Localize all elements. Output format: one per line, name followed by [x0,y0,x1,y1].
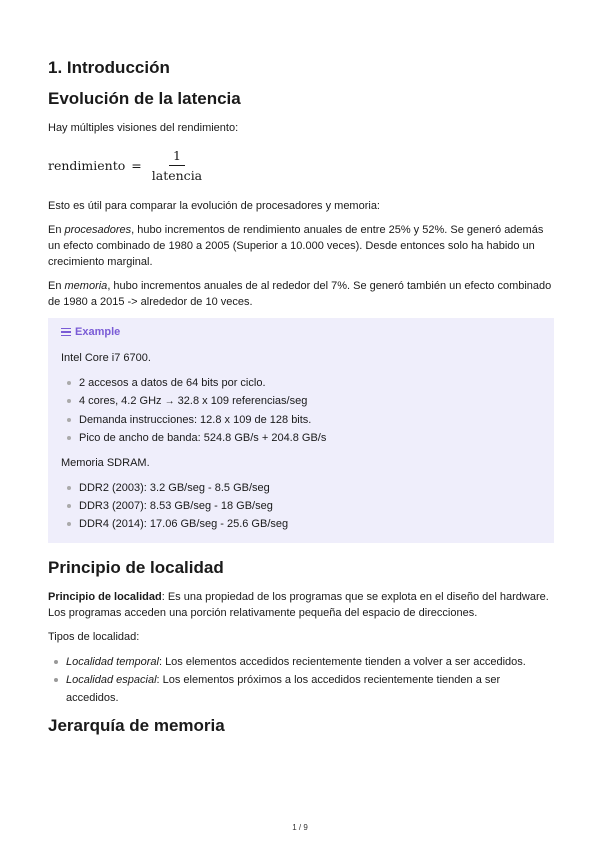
espacial-term: Localidad espacial [66,674,157,686]
list-item [79,392,541,411]
localidad-term: Principio de localidad [48,591,162,603]
list-item [66,653,554,671]
localidad-definition [48,589,554,621]
list-item [66,671,554,707]
tipos-localidad: Tipos de localidad: [48,631,140,643]
cpu-list [61,374,541,447]
example-callout [48,318,554,543]
example-title-text: Example [75,326,121,338]
list-item: DDR2 (2003): 3.2 GB/seg - 8.5 GB/seg [79,479,541,497]
list-item: Demanda instrucciones: 12.8 x 109 de 128 bits. [79,411,541,429]
evolucion-heading: Evolución de la latencia [48,89,241,108]
list-item: Pico de ancho de banda: 524.8 GB/s + 204.8 GB/s [79,429,541,447]
formula-equals: = [131,157,142,173]
temporal-text: : Los elementos accedidos recientemente tienden a volver a ser accedidos. [158,656,526,668]
page-number: 1 / 9 [292,823,308,832]
cpu-cores-text: 4 cores, 4.2 GHz [79,395,162,407]
localidad-definition-text: : Es una propiedad de los programas que se explota en el diseño del hardware. Los programas acceden una porción relativamente pequeña del espacio de direcciones. [48,591,549,619]
memory-text: , hubo incrementos anuales de al rededor del 7%. Se generó también un efecto combinado de 1980 a 2015 -> alrededor de 10 veces. [48,280,552,308]
formula-denominator: latencia [151,167,203,183]
list-item: DDR3 (2007): 8.53 GB/seg - 18 GB/seg [79,497,541,515]
jerarquia-heading: Jerarquía de memoria [48,716,225,735]
memory-prefix: En [48,280,65,292]
localidad-heading: Principio de localidad [48,558,224,577]
evolucion-intro: Hay múltiples visiones del rendimiento: [48,122,239,134]
formula-lhs: rendimiento [48,157,126,173]
list-item: 2 accesos a datos de 64 bits por ciclo. [79,374,541,392]
processors-text: , hubo incrementos de rendimiento anuales de entre 25% y 52%. Se generó además un efecto combinado de 1980 a 2005 (Superior a 10.000 veces). Desde entonces solo ha habido un crecimiento marginal. [48,224,544,268]
cpu-references-text: 32.8 x 109 referencias/seg [177,395,308,407]
sdram-list [61,479,541,533]
memory-paragraph [48,278,554,310]
espacial-text: : Los elementos próximos a los accedidos recientemente tienden a ser accedidos. [66,674,501,704]
list-icon [61,328,71,336]
processors-paragraph [48,222,554,270]
memory-emphasis: memoria [64,280,108,292]
section-heading: 1. Introducción [48,58,170,77]
list-item: DDR4 (2014): 17.06 GB/seg - 25.6 GB/seg [79,515,541,533]
formula-fraction [148,148,206,183]
document-page [48,56,554,747]
performance-formula [48,146,554,184]
formula-numerator: 1 [169,148,185,166]
processors-emphasis: procesadores [64,224,132,236]
temporal-term: Localidad temporal [66,656,159,668]
arrow-icon: → [164,396,175,407]
processors-prefix: En [48,224,65,236]
memory-sdram-title: Memoria SDRAM. [61,457,150,469]
cpu-title: Intel Core i7 6700. [61,352,151,364]
useful-paragraph: Esto es útil para comparar la evolución de procesadores y memoria: [48,200,380,212]
example-callout-title [61,324,541,340]
localidad-list [48,653,554,707]
